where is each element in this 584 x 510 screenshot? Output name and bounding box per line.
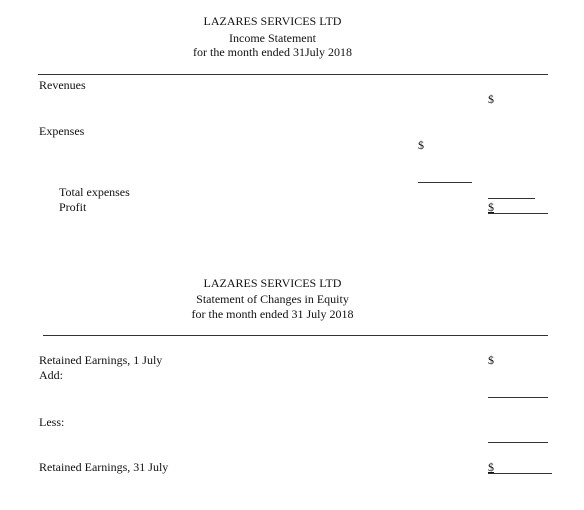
less-subtotal-rule [488, 442, 548, 443]
profit-total-rule [488, 213, 548, 214]
revenues-currency: $ [488, 92, 494, 106]
opening-retained-earnings-label: Retained Earnings, 1 July [39, 353, 163, 367]
income-company-name: LAZARES SERVICES LTD [203, 14, 342, 28]
expenses-label: Expenses [39, 124, 85, 138]
equity-statement-title: Statement of Changes in Equity [196, 292, 349, 306]
add-label: Add: [39, 368, 63, 382]
profit-currency: $ [488, 200, 494, 214]
expenses-currency: $ [418, 138, 424, 152]
income-statement-period: for the month ended 31July 2018 [193, 45, 352, 59]
opening-retained-earnings-currency: $ [488, 353, 494, 367]
total-expenses-label: Total expenses [59, 185, 130, 199]
closing-total-rule [488, 473, 552, 474]
closing-retained-earnings-currency: $ [488, 460, 494, 474]
total-expenses-rule [488, 198, 535, 199]
income-statement-title: Income Statement [229, 31, 316, 45]
income-header-rule [38, 74, 548, 75]
equity-header-rule [43, 335, 548, 336]
closing-retained-earnings-label: Retained Earnings, 31 July [39, 460, 169, 474]
equity-company-name: LAZARES SERVICES LTD [203, 276, 342, 290]
expenses-subtotal-rule [418, 182, 472, 183]
less-label: Less: [39, 415, 65, 429]
profit-label: Profit [59, 200, 87, 214]
add-subtotal-rule [488, 397, 548, 398]
revenues-label: Revenues [39, 78, 86, 92]
equity-statement-period: for the month ended 31 July 2018 [191, 307, 354, 321]
